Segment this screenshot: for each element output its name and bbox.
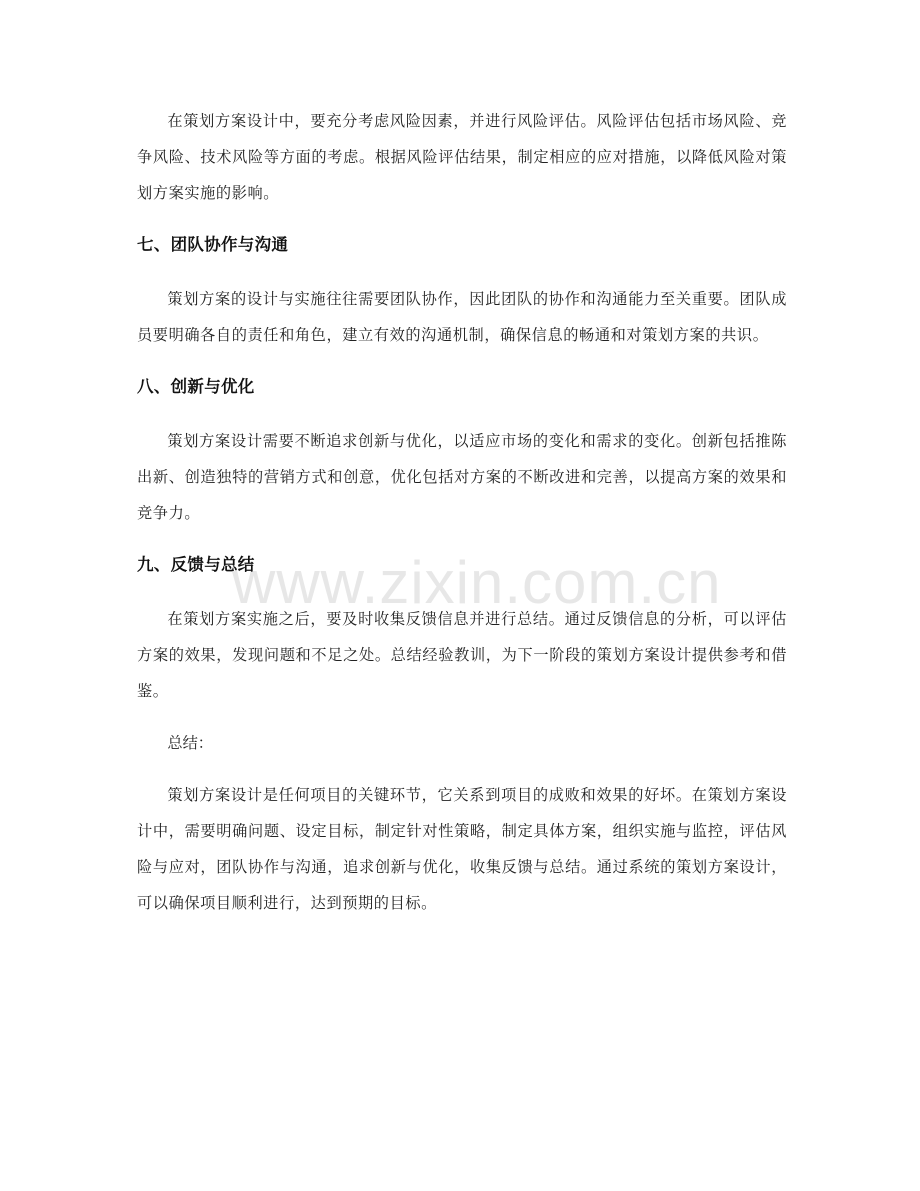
section-heading-team-collaboration: 七、团队协作与沟通 — [137, 235, 289, 254]
paragraph-feedback: 在策划方案实施之后，要及时收集反馈信息并进行总结。通过反馈信息的分析，可以评估方案的效果，发现问题和不足之处。总结经验教训，为下一阶段的策划方案设计提供参考和借鉴。 — [137, 610, 787, 700]
section-heading-innovation: 八、创新与优化 — [137, 377, 255, 396]
summary-label: 总结： — [167, 734, 213, 752]
paragraph-innovation: 策划方案设计需要不断追求创新与优化，以适应市场的变化和需求的变化。创新包括推陈出新、创造独特的营销方式和创意，优化包括对方案的不断改进和完善，以提高方案的效果和竞争力。 — [137, 432, 787, 522]
paragraph-team-collaboration: 策划方案的设计与实施往往需要团队协作，因此团队的协作和沟通能力至关重要。团队成员要明确各自的责任和角色，建立有效的沟通机制，确保信息的畅通和对策划方案的共识。 — [137, 290, 787, 344]
section-heading-feedback: 九、反馈与总结 — [137, 555, 255, 574]
paragraph-risk-assessment: 在策划方案设计中，要充分考虑风险因素，并进行风险评估。风险评估包括市场风险、竞争风险、技术风险等方面的考虑。根据风险评估结果，制定相应的应对措施，以降低风险对策划方案实施的影响。 — [137, 112, 787, 202]
watermark-text: www.zixin.com.cn — [232, 549, 722, 616]
paragraph-summary: 策划方案设计是任何项目的关键环节，它关系到项目的成败和效果的好坏。在策划方案设计中，需要明确问题、设定目标，制定针对性策略，制定具体方案，组织实施与监控，评估风险与应对，团队协作与沟通，追求创新与优化，收集反馈与总结。通过系统的策划方案设计，可以确保项目顺利进行，达到预期的目标。 — [137, 786, 787, 912]
document-page — [137, 103, 787, 937]
